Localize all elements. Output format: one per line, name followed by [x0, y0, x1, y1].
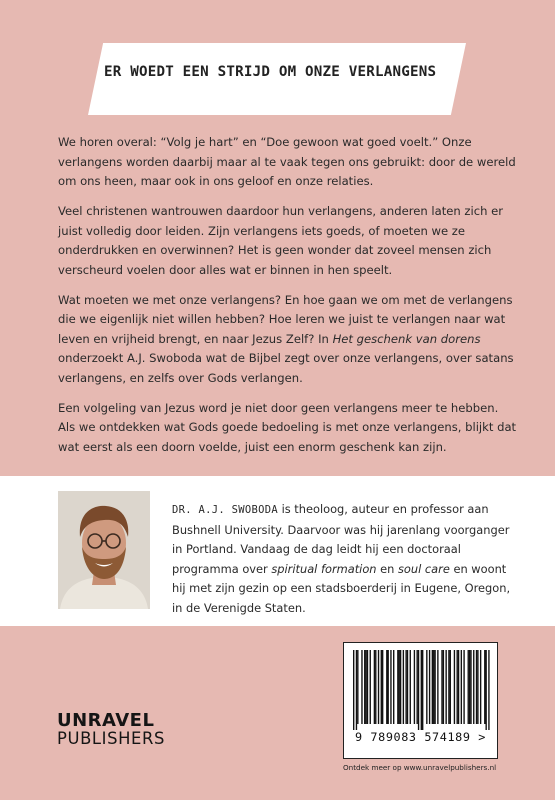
blurb-paragraph-2: Veel christenen wantrouwen daardoor hun verlangens, anderen laten zich er juist volledig door leiden. Zijn verlangens iets goeds, of moeten we ze onderdrukken en overwinnen? Het is geen wonder dat zoveel mensen zich verscheurd voelen door alles wat er binnen in hen speelt. [58, 204, 504, 277]
blurb-paragraph-3: Wat moeten we met onze verlangens? En hoe gaan we om met de verlangens die we eigenlijk niet willen hebben? Hoe leren we juist te verlangen naar wat leven en vrijheid brengt, en naar Jezus Zelf? In Het geschenk van dorens onderzoekt A.J. Swoboda wat de Bijbel zegt over onze verlangens, over satans verlangens, en zelfs over Gods verlangen. [58, 292, 514, 385]
isbn-number: 9 789083 574189 > [355, 730, 486, 744]
blurb-paragraph-4: Een volgeling van Jezus word je niet door geen verlangens meer te hebben. Als we ontdekken wat Gods goede bedoeling is met onze verlangens, blijkt dat wat eerst als een doorn voelde, juist een enorm geschenk kan zijn. [58, 400, 517, 454]
author-name: DR. A.J. SWOBODA [172, 504, 278, 516]
author-bio-text: is theoloog, auteur en professor aan Bushnell University. Daarvoor was hij jarenlang voorganger in Portland. Vandaag de dag leidt hij een doctoraal programma over spiritual formation en soul care en woont hij met zijn gezin op een stadsboerderij in Eugene, Oregon, in de Verenigde Staten. [172, 502, 511, 615]
publisher-logo [57, 712, 165, 747]
author-photo [58, 491, 150, 609]
barcode [343, 642, 498, 759]
publisher-logo-line1: UNRAVEL [57, 710, 155, 731]
blurb [58, 133, 518, 468]
blurb-paragraph-1: We horen overal: “Volg je hart” en “Doe gewoon wat goed voelt.” Onze verlangens worden daarbij maar al te vaak tegen ons gebruikt: door de wereld om ons heen, maar ook in ons geloof en onze relaties. [58, 135, 516, 188]
barcode-caption: Ontdek meer op www.unravelpublishers.nl [343, 763, 497, 772]
publisher-logo-line2: PUBLISHERS [57, 729, 165, 748]
author-bio [172, 500, 522, 618]
headline: ER WOEDT EEN STRIJD OM ONZE VERLANGENS [104, 64, 437, 80]
